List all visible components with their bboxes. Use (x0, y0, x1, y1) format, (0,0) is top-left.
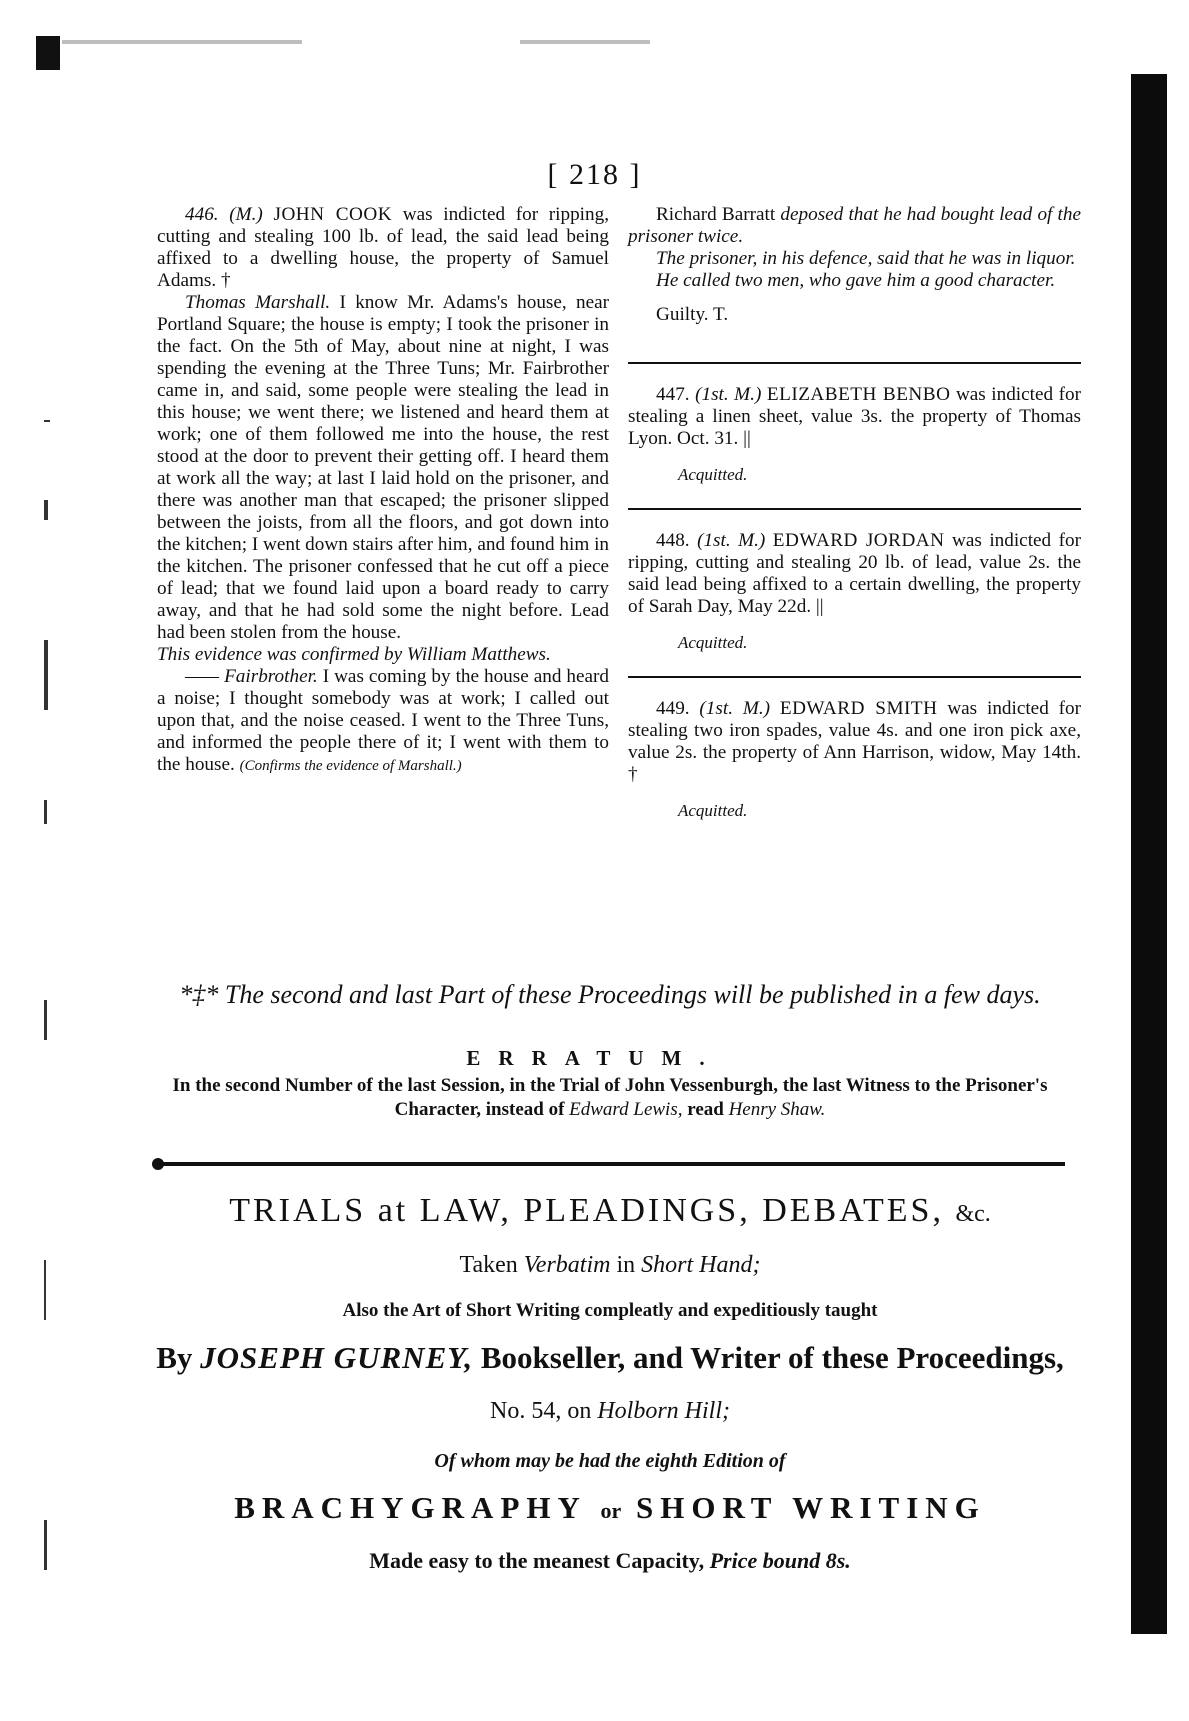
advert-address (120, 1398, 1100, 1425)
scan-corner-mark (36, 36, 60, 70)
address-place: Holborn Hill; (597, 1398, 730, 1424)
character-witnesses: He called two men, who gave him a good character. (656, 270, 1056, 291)
publication-notice: *‡* The second and last Part of these Proceedings will be published in a few days. (179, 980, 1041, 1009)
defendant-name: ELIZABETH BENBO (766, 384, 951, 405)
advert-verbatim: Verbatim (523, 1252, 611, 1278)
left-column (157, 204, 609, 777)
confirmation-note: (Confirms the evidence of Marshall.) (239, 758, 462, 774)
advert-rule (158, 1162, 1065, 1166)
case-charge: was indicted for stealing two iron spades, value 4s. and one iron pick axe, value 2s. the property of Ann Harrison, widow, May 14th. (628, 698, 1082, 763)
case-mark: † (628, 764, 638, 785)
margin-mark (44, 500, 48, 520)
verdict-448: Acquitted. (678, 633, 748, 652)
advert-short-hand: Short Hand; (641, 1252, 761, 1278)
margin-mark (44, 420, 50, 422)
margin-mark (44, 800, 47, 824)
margin-mark (44, 1000, 47, 1040)
margin-mark (44, 640, 48, 710)
erratum-read: read (687, 1099, 724, 1120)
case-447 (628, 384, 1081, 450)
case-number: 449. (656, 698, 690, 719)
advert-subtitle (120, 1252, 1100, 1279)
advert-author (120, 1340, 1100, 1376)
advert-of-whom: Of whom may be had the eighth Edition of (434, 1450, 786, 1472)
case-charge: was indicted for stealing a linen sheet, value 3s. the property of Thomas Lyon. Oct. 31. (628, 384, 1081, 449)
address-number: No. 54, on (489, 1398, 592, 1424)
advert-title-text: TRIALS at LAW, PLEADINGS, DEBATES, (229, 1192, 944, 1229)
case-session: (1st. M.) (699, 698, 771, 719)
scan-smudge (520, 40, 650, 44)
case-charge: was indicted for ripping, cutting and stealing 20 lb. of lead, value 2s. the said lead being affixed to a certain dwelling, the property of Sarah Day, May 22d. (628, 530, 1081, 617)
case-session: (M.) (229, 204, 263, 225)
advert-price (120, 1548, 1100, 1574)
testimony-text: I was coming by the house and heard a noise; I thought somebody was at work; I called out upon that, and the noise ceased. I went to the Three Tuns, and informed the people there of it; I went with them to the house. (157, 666, 610, 775)
testimony-text: deposed that he had bought lead of the prisoner twice. (628, 204, 1081, 247)
section-rule (628, 676, 1081, 678)
testimony-text: I know Mr. Adams's house, near Portland Square; the house is empty; I took the prisoner in the fact. On the 5th of May, about nine at night, I was spending the evening at the Three Tuns; Mr. Fairbrother came in, and said, some people were stealing the lead in this house; we went there; we listened and heard them at work; one of them followed me into the house, the rest stood at the door to prevent their getting off. I heard them at work all the way; at last I laid hold on the prisoner, and there was another man that escaped; the prisoner slipped between the joists, from all the floors, and got down into the kitchen; I went down stairs after him, and found him in the kitchen. The prisoner confessed that he cut off a piece of lead; that we found laid upon a board ready to carry away, and that he had sold some the night before. Lead had been stolen from the house. (157, 292, 609, 643)
erratum-heading: ERRATUM. (466, 1046, 723, 1070)
case-mark: || (743, 428, 751, 449)
erratum-right-name: Henry Shaw. (728, 1099, 826, 1120)
scan-smudge (62, 40, 302, 44)
case-mark: || (815, 596, 824, 617)
witness-name: Richard Barratt (656, 204, 776, 225)
margin-mark (44, 1520, 47, 1570)
prisoner-defence: The prisoner, in his defence, said that he was in liquor. (656, 248, 1076, 269)
defendant-name: JOHN COOK (273, 204, 393, 225)
witness-name: Thomas Marshall. (185, 292, 331, 313)
case-session: (1st. M.) (695, 384, 762, 405)
advert-art-line: Also the Art of Short Writing compleatly and expeditiously taught (342, 1300, 878, 1321)
advert-title-etc: &c. (955, 1201, 991, 1227)
page-number: [ 218 ] (547, 158, 642, 191)
price-value: Price bound 8s. (709, 1548, 851, 1573)
advert-in: in (616, 1252, 636, 1278)
margin-mark (44, 1260, 46, 1320)
case-number: 448. (656, 530, 690, 551)
scan-edge-bar (1131, 74, 1167, 1634)
case-number: 446. (185, 204, 219, 225)
verdict-446: Guilty. T. (656, 304, 729, 325)
case-number: 447. (656, 384, 690, 405)
book-title-or: or (600, 1498, 622, 1523)
defendant-name: EDWARD SMITH (779, 698, 938, 719)
testimony-fairbrother (157, 666, 609, 777)
witness-name: —— Fairbrother. (185, 666, 318, 687)
advert-by: By (156, 1340, 193, 1375)
advert-taken: Taken (459, 1252, 518, 1278)
right-column (628, 204, 1081, 822)
erratum-body: In the second Number of the last Session, in the Trial of John Vessenburgh, the last Witness to the Prisoner's Character, instead of (172, 1075, 1048, 1120)
author-name: JOSEPH GURNEY, (200, 1340, 474, 1375)
erratum-wrong-name: Edward Lewis, (569, 1099, 683, 1120)
author-role: Bookseller, and Writer of these Proceedings, (480, 1340, 1064, 1375)
defendant-name: EDWARD JORDAN (772, 530, 945, 551)
price-line: Made easy to the meanest Capacity, (369, 1548, 705, 1573)
case-448 (628, 530, 1081, 618)
section-rule (628, 362, 1081, 364)
advert-book-title (120, 1490, 1100, 1526)
advert-title (120, 1192, 1100, 1230)
case-mark: † (220, 270, 231, 291)
section-rule (628, 508, 1081, 510)
book-title-1: BRACHYGRAPHY (234, 1490, 586, 1525)
case-session: (1st. M.) (697, 530, 766, 551)
confirmation-note: This evidence was confirmed by William Matthews. (157, 644, 551, 665)
case-charge: was indicted for ripping, cutting and stealing 100 lb. of lead, the said lead being affixed to a dwelling house, the property of Samuel Adams. (157, 204, 609, 291)
verdict-447: Acquitted. (678, 465, 748, 484)
verdict-449: Acquitted. (678, 801, 748, 820)
testimony-barratt (628, 204, 1081, 248)
testimony-marshall (157, 292, 609, 644)
case-449 (628, 698, 1081, 786)
case-446 (157, 204, 609, 292)
book-title-2: SHORT WRITING (636, 1490, 986, 1525)
erratum-text (150, 1074, 1070, 1122)
